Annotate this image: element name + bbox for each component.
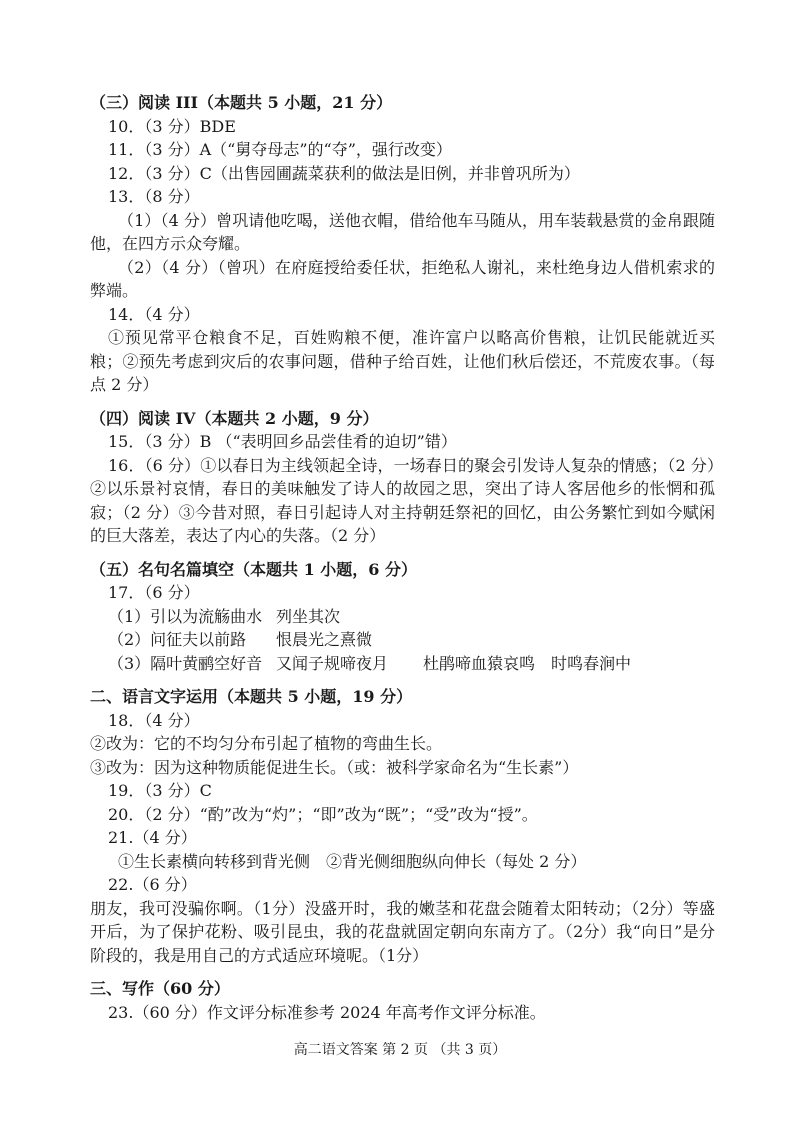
q17-row3-line-d: 时鸣春涧中 [551,653,632,673]
answer-q18: 18．（4 分） [108,710,200,730]
answer-q13-part2: （2）（4 分）（曾巩）在府庭授给委任状，拒绝私人谢礼，来杜绝身边人借机索求的弊端。 [90,257,715,300]
answer-q14: 14．（4 分） [108,304,200,324]
answer-q20: 20．（2 分）“酌”改为“灼”；“即”改为“既”；“受”改为“授”。 [108,804,538,824]
section-heading-language-use: 二、语言文字运用（本题共 5 小题，19 分） [90,687,413,706]
q17-row3-line-a: （3）隔叶黄鹂空好音 [108,653,263,673]
q17-row-2 [90,628,715,652]
answer-q11: 11．（3 分）A（“舅夺母志”的“夺”，强行改变） [108,140,452,159]
answer-q14-body: ①预见常平仓粮食不足，百姓购粮不便，准许富户以略高价售粮，让饥民能就近买粮；②预先考虑到灾后的农事问题，借种子给百姓，让他们秋后偿还，不荒废农事。（每点 2 分） [90,328,715,394]
q17-row-1 [90,605,715,629]
answer-q19: 19．（3 分）C [108,781,212,800]
answer-q18-a: ②改为：它的不均匀分布引起了植物的弯曲生长。 [90,734,443,753]
answer-q13-part1: （1）（4 分）曾巩请他吃喝，送他衣帽，借给他车马随从，用车装载悬赏的金帛跟随他，在四方示众夸耀。 [90,210,715,253]
answer-q17: 17．（6 分） [108,583,200,602]
q17-row3-line-b: 又闻子规啼夜月 [276,653,389,673]
answer-q12: 12．（3 分）C（出售园圃蔬菜获利的做法是旧例，并非曾巩所为） [108,163,580,183]
answer-q18-b: ③改为：因为这种物质能促进生长。（或：被科学家命名为“生长素”） [90,757,579,777]
q17-row3-line-c: 杜鹃啼血猿哀鸣 [423,653,536,673]
section-heading-reading-4: （四）阅读 IV（本题共 2 小题，9 分） [90,408,379,428]
q17-row1-line-a: （1）引以为流觞曲水 [108,606,263,626]
q17-row2-line-a: （2）问征夫以前路 [108,630,247,649]
q17-row2-line-b: 恨晨光之熹微 [276,630,373,649]
answer-q21: 21.（4 分） [108,828,197,847]
section-heading-famous-lines: （五）名句名篇填空（本题共 1 小题，6 分） [90,559,417,579]
q17-row-3 [90,652,715,676]
answer-q22-body: 朋友，我可没骗你啊。（1分）没盛开时，我的嫩茎和花盘会随着太阳转动；（2分）等盛开后，为了保护花粉、吸引昆虫，我的花盘就固定朝向东南方了。（2分）我“向日”是分阶段的，我是用自己的方式适应环境呢。（1分） [90,898,715,965]
answer-q21-body: ①生长素横向转移到背光侧 ②背光侧细胞纵向伸长（每处 2 分） [118,851,587,871]
answer-q13: 13．（8 分） [108,187,200,206]
section-heading-writing: 三、写作（60 分） [90,979,230,998]
answer-q23: 23.（60 分）作文评分标准参考 2024 年高考作文评分标准。 [108,1002,546,1022]
answer-q10: 10．（3 分）BDE [108,116,236,136]
answer-q22: 22.（6 分） [108,875,197,894]
answer-q15: 15．（3 分）B （“表明回乡品尝佳肴的迫切”错） [108,432,457,451]
section-heading-reading-3: （三）阅读 III（本题共 5 小题，21 分） [90,93,393,112]
page-footer: 高二语文答案 第 2 页 （共 3 页） [293,1042,507,1058]
q17-row1-line-b: 列坐其次 [276,606,341,626]
answer-content [90,91,715,1024]
answer-q16: 16．（6 分）①以春日为主线领起全诗，一场春日的聚会引发诗人复杂的情感；（2 分）②以乐景衬哀情，春日的美味触发了诗人的故园之思，突出了诗人客居他乡的怅惘和孤寂；（2 分）③今昔对照，春日引起诗人对主持朝廷祭祀的回忆，由公务繁忙到如今赋闲的巨大落差，表达了内心的失落。（2 分） [90,455,715,545]
